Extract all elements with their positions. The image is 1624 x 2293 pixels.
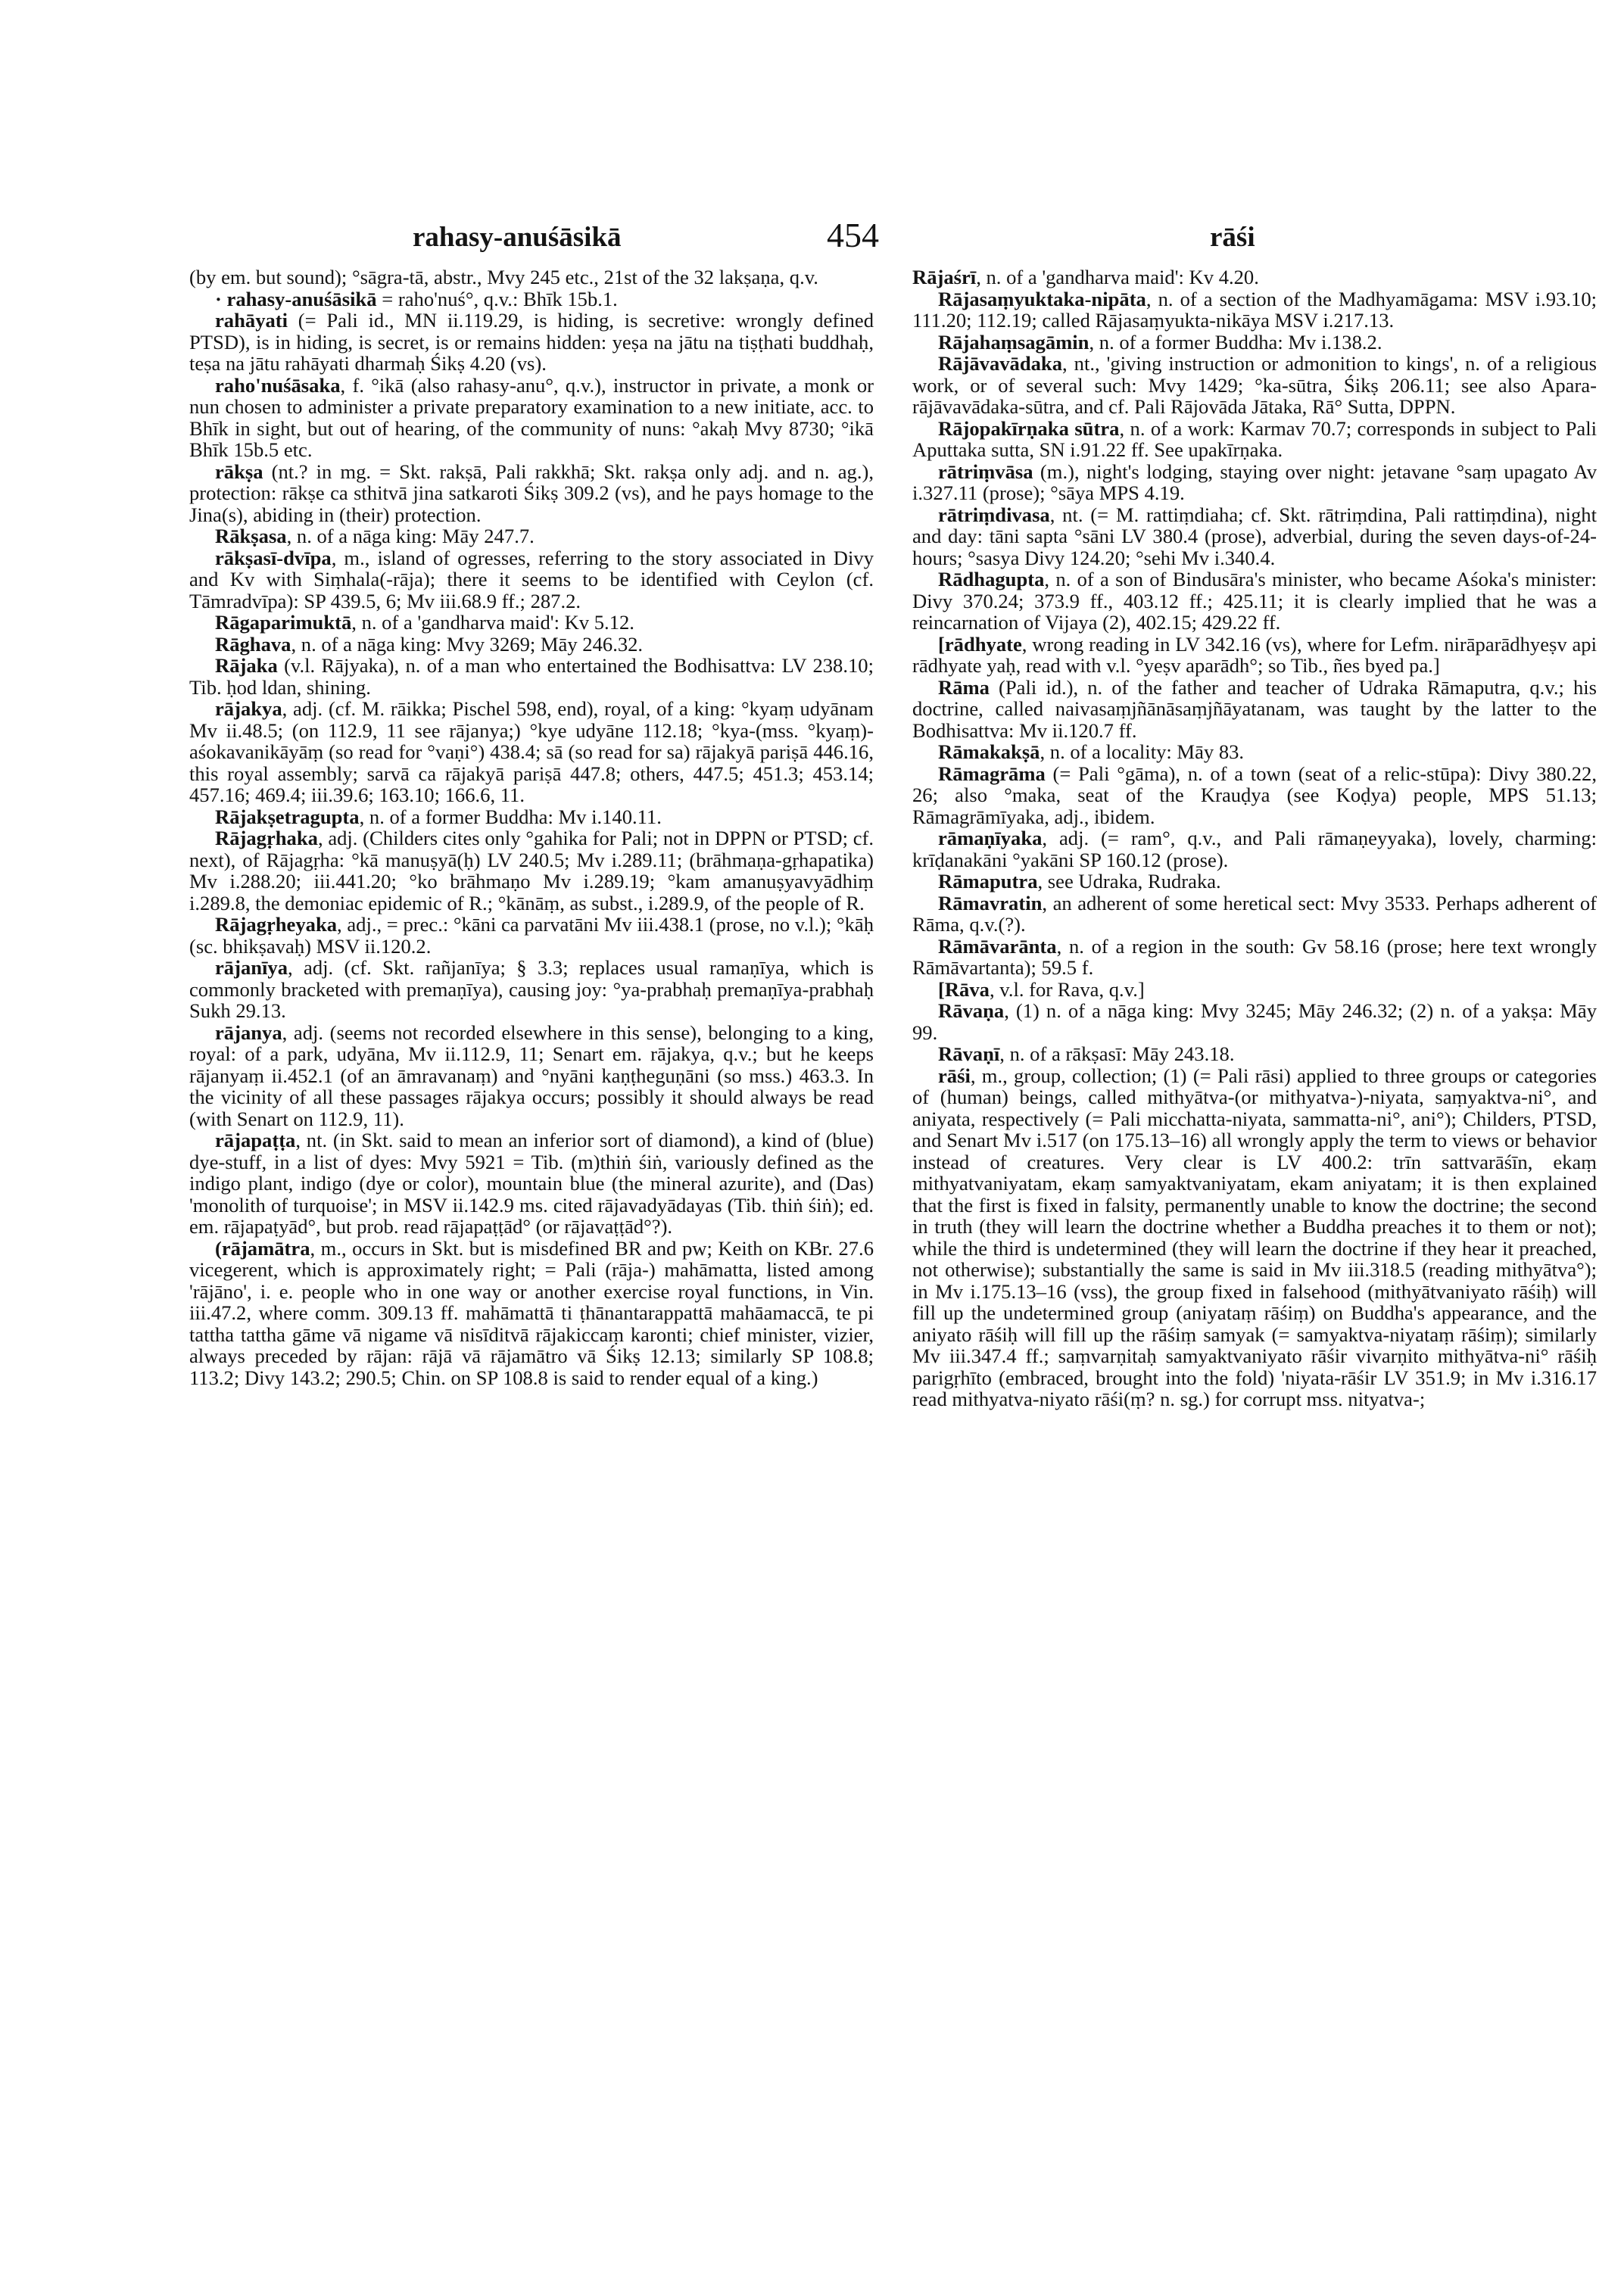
entry-definition: (= Pali °gāma), n. of a town (seat of a relic-stūpa): Divy 380.22, 26; also °maka, seat of the Krauḍya (see Koḍya) people, MPS 51.13; Rāmagrāmīyaka, adj., ibidem. [912, 762, 1597, 828]
dictionary-entry [189, 806, 874, 828]
entry-headword: Rājagṛheyaka [215, 913, 338, 936]
entry-definition: , see Udraka, Rudraka. [1037, 870, 1221, 893]
dictionary-entry [189, 827, 874, 914]
entry-definition: , an adherent of some heretical sect: Mvy 3533. Perhaps adherent of Rāma, q.v.(?). [912, 891, 1597, 936]
dictionary-entry [912, 461, 1597, 504]
entry-definition: , n. of a former Buddha: Mv i.138.2. [1089, 330, 1382, 354]
entry-definition: , n. of a nāga king: Māy 247.7. [286, 525, 535, 547]
dictionary-entry [912, 418, 1597, 461]
entry-headword: Rāma [938, 675, 990, 699]
entry-headword: (rājamātra [215, 1236, 310, 1260]
dictionary-entry [189, 1129, 874, 1238]
entry-headword: Rāvaṇī [938, 1042, 1000, 1065]
entry-definition: , n. of a 'gandharva maid': Kv 4.20. [976, 266, 1259, 288]
dictionary-entry [189, 634, 874, 656]
entry-headword: rājanīya [215, 956, 288, 979]
dictionary-entry [912, 504, 1597, 569]
entry-headword: · rahasy-anuśāsikā [215, 287, 377, 310]
entry-headword: rākṣa [215, 460, 263, 483]
entry-headword: Rāmāvarānta [938, 934, 1057, 958]
entry-definition: , m., island of ogresses, referring to the story associated in Divy and Kv with Siṃhala(-rāja); there it seems to be identified with Ceylon (cf. Tāmradvīpa): SP 439.5, 6; Mv iii.68.9 ff.; 287.2. [189, 546, 874, 612]
entry-headword: Rāvaṇa [938, 999, 1005, 1022]
entry-definition: , nt. (in Skt. said to mean an inferior sort of diamond), a kind of (blue) dye-stuff, in a list of dyes: Mvy 5921 = Tib. (m)thiṅ śiṅ, variously defined as the indigo plant, indigo (dye or color), mountain blue (the mineral azurite), and (Das) 'monolith of turquoise'; in MSV ii.142.9 ms. cited rājavadyādayas (Tib. thiṅ śiṅ); ed. em. rājapaṭyād°, but prob. read rājapaṭṭād° (or rājavaṭṭād°?). [189, 1129, 874, 1238]
entry-headword: Rājopakīrṇaka sūtra [938, 416, 1120, 440]
entry-definition: , n. of a section of the Madhyamāgama: MSV i.93.10; 111.20; 112.19; called Rājasaṃyukta-nikāya MSV i.217.13. [912, 287, 1597, 332]
entry-definition: , n. of a rākṣasī: Māy 243.18. [999, 1042, 1235, 1065]
dictionary-entry [912, 936, 1597, 979]
entry-definition: , n. of a son of Bindusāra's minister, who became Aśoka's minister: Divy 370.24; 373.9 ff., 403.12 ff.; 425.11; it is clearly implied that he was a reincarnation of Vijaya (2), 402.15; 429.22 ff. [912, 568, 1597, 634]
entry-definition: (v.l. Rājyaka), n. of a man who entertained the Bodhisattva: LV 238.10; Tib. ḥod ldan, shining. [189, 654, 874, 699]
entry-headword: Rājasaṃyuktaka-nipāta [938, 287, 1146, 310]
dictionary-entry [912, 1000, 1597, 1043]
dictionary-entry [912, 741, 1597, 763]
dictionary-entry [912, 1043, 1597, 1065]
entry-headword: Rāmavratin [938, 891, 1043, 914]
entry-headword: rahāyati [215, 309, 288, 332]
entry-headword: Rāmakakṣā [938, 740, 1040, 763]
dictionary-entry [912, 266, 1597, 288]
entry-headword: Rājaka [215, 654, 278, 677]
dictionary-entry [189, 375, 874, 461]
entry-definition: , adj. (cf. Skt. rañjanīya; § 3.3; replaces usual ramaṇīya, which is commonly bracketed with premaṇīya), causing joy: °ya-prabhaḥ premaṇīya-prabhaḥ Sukh 29.13. [189, 956, 874, 1022]
entry-definition: , adj., = prec.: °kāni ca parvatāni Mv iii.438.1 (prose, no v.l.); °kāḥ (sc. bhikṣavaḥ) MSV ii.120.2. [189, 913, 874, 958]
entry-headword: Rāgaparimuktā [215, 611, 352, 634]
dictionary-entry [189, 310, 874, 375]
entry-definition: , nt. (= M. rattiṃdiaha; cf. Skt. rātriṃdina, Pali rattiṃdina), night and day: tāni sapta °sāni LV 380.4 (prose), adverbial, during the seven days-of-24-hours; °sasya Divy 124.20; °sehi Mv i.340.4. [912, 503, 1597, 569]
right-column [912, 266, 1597, 1410]
dictionary-entry [912, 893, 1597, 936]
page-number: 454 [827, 216, 879, 254]
entry-definition: (Pali id.), n. of the father and teacher of Udraka Rāmaputra, q.v.; his doctrine, called naivasaṃjñānāsaṃjñāyatanam, was taught by the latter to the Bodhisattva: Mv ii.120.7 ff. [912, 675, 1597, 742]
entry-definition: = raho'nuś°, q.v.: Bhīk 15b.1. [376, 287, 618, 310]
entry-headword: rājapaṭṭa [215, 1129, 296, 1151]
dictionary-entry [912, 288, 1597, 332]
entry-headword: rājakya [215, 697, 282, 720]
entry-definition: , nt., 'giving instruction or admonition to kings', n. of a religious work, or of several such: Mvy 1429; °ka-sūtra, Śikṣ 206.11; see also Apara-rājāvavādaka-sūtra, and cf. Pali Rājovāda Jātaka, Rā° Sutta, DPPN. [912, 352, 1597, 418]
entry-headword: Rājaśrī [912, 266, 977, 288]
dictionary-entry [189, 461, 874, 526]
entry-headword: Rājahaṃsagāmin [938, 330, 1089, 354]
dictionary-entry [912, 979, 1597, 1001]
dictionary-entry [912, 569, 1597, 634]
entry-headword: raho'nuśāsaka [215, 373, 341, 397]
dictionary-entry [189, 1022, 874, 1130]
dictionary-entry [189, 525, 874, 547]
dictionary-entry [912, 353, 1597, 418]
entry-headword: Rākṣasa [215, 525, 287, 547]
entry-definition: , adj. (Childers cites only °gahika for Pali; not in DPPN or PTSD; cf. next), of Rājagṛha: °kā manuṣyā(ḥ) LV 240.5; Mv i.289.11; (brāhmaṇa-gṛhapatika) Mv i.288.20; iii.441.20; °ko brāhmaṇo Mv i.289.19; °kam amanuṣyavyādhiṃ i.289.8, the demoniac epidemic of R.; °kānāṃ, as subst., i.289.9, of the people of R. [189, 827, 874, 914]
entry-headword: Rājagṛhaka [215, 827, 318, 849]
entry-definition: , f. °ikā (also rahasy-anu°, q.v.), instructor in private, a monk or nun chosen to administer a private preparatory examination to a new initiate, acc. to Bhīk in sight, but out of hearing, of the community of nuns: °akaḥ Mvy 8730; °ikā Bhīk 15b.5 etc. [189, 373, 874, 461]
dictionary-entry [189, 1238, 874, 1389]
left-column [189, 266, 874, 1388]
entry-definition: , v.l. for Rava, q.v.] [989, 977, 1145, 1001]
entry-headword: [Rāva [938, 977, 990, 1001]
entry-headword: rāmaṇīyaka [938, 827, 1043, 849]
dictionary-entry [189, 266, 874, 288]
entry-headword: Rājakṣetragupta [215, 805, 360, 828]
dictionary-entry [189, 612, 874, 634]
entry-headword: Rādhagupta [938, 568, 1045, 590]
entry-headword: rākṣasī-dvīpa [215, 546, 332, 569]
entry-definition: , m., occurs in Skt. but is misdefined BR and pw; Keith on KBr. 27.6 vicegerent, which is approximately right; = Pali (rāja-) mahāmatta, listed among 'rājāno', i. e. people who in one way or another exercise royal functions, in Vin. iii.47.2, where comm. 309.13 ff. mahāmattā ti ṭhānantarappattā mahāamaccā, te pi tattha tattha gāme vā nigame vā nisīditvā rājakiccaṃ karonti; chief minister, vizier, always preceded by rājan: rājā vā rājamātro vā Śikṣ 12.13; similarly SP 108.8; 113.2; Divy 143.2; 290.5; Chin. on SP 108.8 is said to render equal of a king.) [189, 1236, 874, 1389]
entry-definition: , n. of a region in the south: Gv 58.16 (prose; here text wrongly Rāmāvartanta); 59.5 f. [912, 934, 1597, 979]
entry-headword: Rāghava [215, 632, 291, 656]
running-head-right: rāśi [1210, 222, 1255, 253]
entry-definition: , n. of a 'gandharva maid': Kv 5.12. [351, 611, 634, 634]
entry-definition: (m.), night's lodging, staying over night: jetavane °saṃ upagato Av i.327.11 (prose); °sāya MPS 4.19. [912, 460, 1597, 504]
dictionary-entry [189, 698, 874, 806]
entry-headword: Rāmaputra [938, 870, 1038, 893]
dictionary-entry [912, 1065, 1597, 1410]
entry-definition: , adj. (cf. M. rāikka; Pischel 598, end), royal, of a king: °kyaṃ udyānam Mv ii.48.5; (on 112.9, 11 see rājanya;) °kye udyāne 112.18; °kya-(mss. °kyaṃ)-aśokavanikāyāṃ (so read for °vaṇi°) 438.4; sā (so read for sa) rājakyā pariṣā 446.16, this royal assembly; sarvā ca rājakyā pariṣā 447.8; others, 447.5; 451.3; 453.14; 457.16; 469.4; iii.39.6; 163.10; 166.6, 11. [189, 697, 874, 806]
entry-definition: (by em. but sound); °sāgra-tā, abstr., Mvy 245 etc., 21st of the 32 lakṣaṇa, q.v. [189, 266, 818, 288]
entry-headword: [rādhyate [938, 632, 1022, 656]
running-head-left: rahasy-anuśāsikā [413, 222, 622, 253]
entry-definition: , wrong reading in LV 342.16 (vs), where for Lefm. nirāparādhyeṣv api rādhyate yaḥ, read with v.l. °yeṣv aparādh°; so Tib., ñes byed pa.] [912, 632, 1597, 677]
dictionary-entry [912, 634, 1597, 677]
entry-headword: rāśi [938, 1064, 971, 1087]
dictionary-entry [912, 827, 1597, 871]
entry-definition: , m., group, collection; (1) (= Pali rāsi) applied to three groups or categories of (human) beings, called mithyātva-(or mithyatva-)-niyata, saṃyaktva-ni°, and aniyata, respectively (= Pali micchatta-niyata, sammatta-ni°, ani°); Childers, PTSD, and Senart Mv i.517 (on 175.13–16) all wrongly apply the term to views or behavior instead of creatures. Very clear is LV 400.2: trīn sattvarāśīn, ekaṃ mithyatvaniyatam, ekaṃ samyaktvaniyatam, ekam aniyatam; it is then explained that the first is fixed in falsity, permanently unable to know the doctrine; the second in truth (they will learn the doctrine whether a Buddha preaches it to them or not); while the third is undetermined (they will learn the doctrine if they hear it preached, not otherwise); substantially the same is said in Mv iii.318.5 (reading mithyātva°); in Mv i.175.13–16 (vss), the group fixed in falsehood (mithyātvaniyato rāśiḥ) will fill up the undetermined group (aniyataṃ rāśiṃ) on Buddha's appearance, and the aniyato rāśiḥ will fill up the rāśiṃ samyak (= samyaktva-niyataṃ rāśiṃ); similarly Mv iii.347.4 ff.; saṃvarṇitaḥ samyaktvaniyato rāśir vivarṇito mithyātva-ni° rāśiḥ parigṛhīto (embraced, brought into the fold) 'niyata-rāśir LV 351.9; in Mv i.316.17 read mithyatva-niyato rāśi(ṃ? n. sg.) for corrupt mss. nityatva-; [912, 1064, 1597, 1410]
entry-headword: rātriṃdivasa [938, 503, 1050, 526]
entry-headword: rātriṃvāsa [938, 460, 1033, 483]
dictionary-entry [189, 288, 874, 310]
dictionary-entry [189, 547, 874, 612]
entry-definition: (nt.? in mg. = Skt. rakṣā, Pali rakkhā; Skt. rakṣa only adj. and n. ag.), protection: rākṣe ca sthitvā jina satkaroti Śikṣ 309.2 (vs), and he pays homage to the Jina(s), abiding in (their) protection. [189, 460, 874, 526]
dictionary-entry [189, 655, 874, 698]
entry-definition: , n. of a former Buddha: Mv i.140.11. [359, 805, 662, 828]
entry-definition: , n. of a nāga king: Mvy 3269; Māy 246.32. [291, 632, 644, 656]
entry-definition: (= Pali id., MN ii.119.29, is hiding, is secretive: wrongly defined PTSD), is in hiding, is secret, is or remains hidden: yeṣa na jātu na tiṣṭhati buddhaḥ, teṣa na jātu rahāyati dharmaḥ Śikṣ 4.20 (vs). [189, 309, 874, 375]
entry-definition: , (1) n. of a nāga king: Mvy 3245; Māy 246.32; (2) n. of a yakṣa: Māy 99. [912, 999, 1597, 1044]
entry-definition: , n. of a locality: Māy 83. [1040, 740, 1245, 763]
entry-headword: rājanya [215, 1020, 282, 1044]
entry-definition: , adj. (seems not recorded elsewhere in this sense), belonging to a king, royal: of a park, udyāna, Mv ii.112.9, 11; Senart em. rājakya, q.v.; but he keeps rājanyaṃ ii.452.1 (of an āmravanaṃ) and °nyāni kaṇṭheguṇāni (so mss.) 463.3. In the vicinity of all these passages rājakya occurs; possibly it should always be read (with Senart on 112.9, 11). [189, 1020, 874, 1130]
dictionary-entry [189, 957, 874, 1022]
entry-definition: , adj. (= ram°, q.v., and Pali rāmaṇeyyaka), lovely, charming: krīḍanakāni °yakāni SP 160.12 (prose). [912, 827, 1597, 871]
entry-headword: Rājāvavādaka [938, 352, 1063, 375]
dictionary-entry [189, 914, 874, 957]
entry-headword: Rāmagrāma [938, 762, 1046, 785]
dictionary-entry [912, 763, 1597, 828]
entry-definition: , n. of a work: Karmav 70.7; corresponds in subject to Pali Aputtaka sutta, SN i.91.22 ff. See upakīrṇaka. [912, 416, 1597, 461]
dictionary-entry [912, 677, 1597, 742]
dictionary-entry [912, 332, 1597, 354]
dictionary-entry [912, 871, 1597, 893]
